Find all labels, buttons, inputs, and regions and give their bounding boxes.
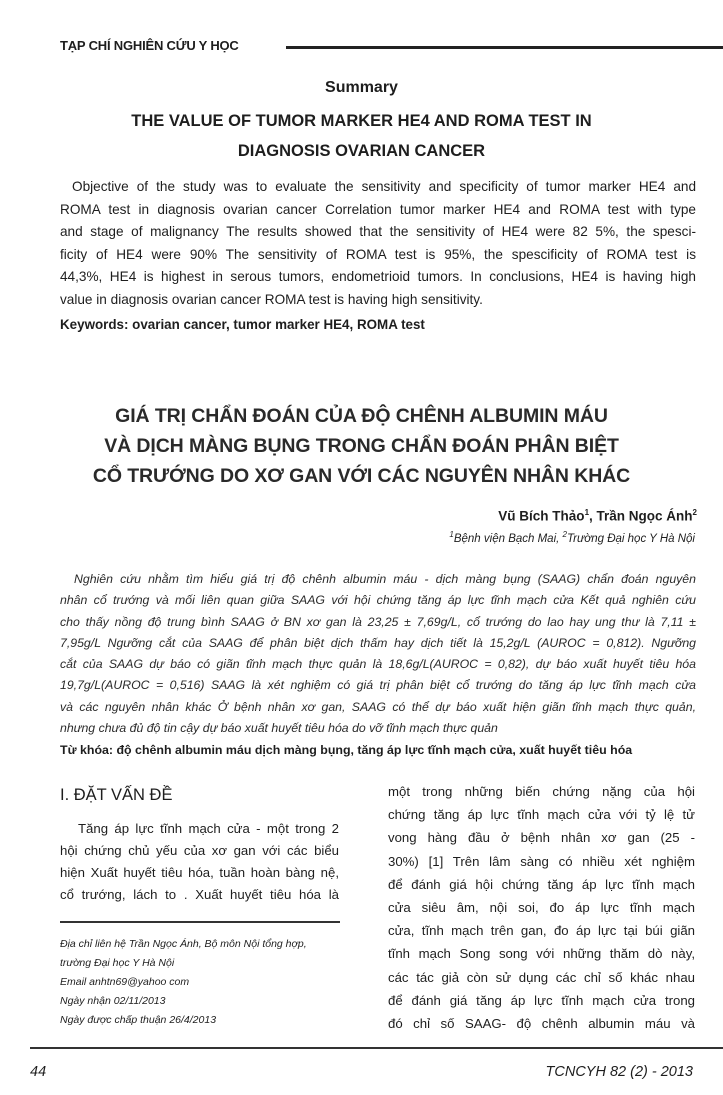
body-line: Tăng áp lực tĩnh mạch cửa - một trong 2 [78,821,339,836]
body-line: cổ trướng, lách to . Xuất huyết tiêu hóa là [60,887,339,902]
footnote-line: Ngày nhận 02/11/2013 [60,995,166,1007]
abstract-line: 44,3%, HE4 is highest in serous tumors, endometrioid tumors. In conclusions, HE4 is having high [60,269,696,285]
footnote-email: Email anhtn69@yahoo com [60,976,190,988]
footer-rule [30,1047,723,1049]
footnote-rule [60,921,340,923]
author-name: Vũ Bích Thảo [498,508,585,524]
abstract-line: và các nguyên nhân khác Ở bệnh nhân xơ gan, SAAG có thể dự báo xuất hiện giãn tĩnh mạch thực quản, [60,699,696,714]
abstract-line: nhưng chưa đủ độ tin cậy dự báo xuất huyết tiêu hóa do vỡ tĩnh mạch thực quản [60,721,498,736]
body-line: để đánh giá hội chứng tăng áp lực tĩnh mạch [388,876,695,892]
abstract-line: and stage of malignancy The results showed that the sensitivity of HE4 were 82 5%, the spesci- [60,224,696,240]
abstract-line: Nghiên cứu nhằm tìm hiểu giá trị độ chênh albumin máu - dịch màng bụng (SAAG) chẩn đoán nguyên [74,572,696,586]
article-title [0,401,723,491]
article-abstract [60,569,696,739]
affil-sup: 1 [449,530,454,539]
article-title-line: VÀ DỊCH MÀNG BỤNG TRONG CHẨN ĐOÁN PHÂN BIỆT [104,435,619,457]
header-rule [286,46,723,49]
affil-sup: 2 [562,530,567,539]
authors [498,508,697,524]
abstract-line: Objective of the study was to evaluate the sensitivity and specificity of tumor marker HE4 and [72,179,696,194]
footnote-line: Địa chỉ liên hệ Trần Ngọc Ánh, Bộ môn Nội tổng hợp, [60,938,307,950]
author-sup: 1 [584,508,590,517]
journal-header: TẠP CHÍ NGHIÊN CỨU Y HỌC [60,38,239,53]
article-title-line: GIÁ TRỊ CHẨN ĐOÁN CỦA ĐỘ CHÊNH ALBUMIN MÁU [115,405,608,427]
author-name: Trần Ngọc Ánh [596,508,693,524]
abstract-line: cắt của SAAG dự báo có giãn tĩnh mạch thực quản là 18,6g/L(AUROC = 0,82), dự báo xuất huyết tiêu hóa [60,657,696,672]
abstract-line: nhân cổ trướng và mối liên quan giữa SAAG với hội chứng tăng áp lực tĩnh mạch cửa Kết quả nghiên cứu [60,593,696,608]
summary-abstract [60,176,696,312]
abstract-line: ficity of HE4 were 90% The sensitivity of ROMA test is 95%, the spescificity of ROMA test is [60,246,696,262]
body-line: 30%) [1] Trên lâm sàng có nhiều xét nghiệm [388,853,695,869]
body-line: tĩnh mạch Song song với những thăm dò này, [388,946,695,962]
abstract-line: 19,7g/L(AUROC = 0,516) SAAG là xét nghiệm có giá trị phân biệt cổ trướng do tăng áp lực tĩnh mạch cửa [60,678,696,693]
summary-title-line: THE VALUE OF TUMOR MARKER HE4 AND ROMA TEST IN [131,112,592,130]
footnote-line: trường Đại học Y Hà Nội [60,957,175,969]
body-line: cửa, tĩnh mạch trên gan, đo áp lực tại búi giãn [388,923,695,939]
summary-title [0,106,723,166]
left-column-text [60,818,339,906]
author-separator: , [589,508,597,524]
summary-heading: Summary [325,79,398,96]
body-line: vong hàng đầu ở bệnh nhân xơ gan (25 - [388,830,695,846]
article-keywords: Từ khóa: độ chênh albumin máu dịch màng bụng, tăng áp lực tĩnh mạch cửa, xuất huyết tiêu hóa [60,743,633,757]
right-column-text [388,780,695,1035]
body-line: hội chứng chủ yếu của xơ gan với các biểu [60,843,339,858]
affiliation: Bệnh viện Bạch Mai, [453,532,563,545]
article-title-line: CỔ TRƯỚNG DO XƠ GAN VỚI CÁC NGUYÊN NHÂN KHÁC [92,465,631,487]
body-line: một trong những biến chứng nặng của hội [388,784,695,799]
abstract-line: value in diagnosis ovarian cancer ROMA test is having high sensitivity. [60,291,483,307]
footnote-line: Ngày được chấp thuận 26/4/2013 [60,1014,217,1026]
footnote [60,935,307,1030]
body-line: hiện Xuất huyết tiêu hóa, tuần hoàn bàng nệ, [60,865,339,880]
author-sup: 2 [692,508,697,517]
body-line: chứng tăng áp lực tĩnh mạch cửa với tỷ lệ tử [388,807,695,823]
body-line: để đánh giá tăng áp lực tĩnh mạch cửa trong [388,992,695,1008]
journal-issue: TCNCYH 82 (2) - 2013 [545,1064,693,1080]
affiliation: Trường Đại học Y Hà Nội [566,532,695,545]
abstract-line: ROMA test in diagnosis ovarian cancer Correlation tumor marker HE4 and ROMA test with type [60,201,696,217]
body-line: cửa siêu âm, nội soi, đo áp lực tĩnh mạch [388,900,695,916]
abstract-line: cho thấy nồng độ trung bình SAAG ở BN xơ gan là 23,25 ± 7,69g/L, cổ trướng do lao hay ung thư là 7,11 ± [60,614,696,629]
summary-keywords: Keywords: ovarian cancer, tumor marker HE4, ROMA test [60,317,425,332]
page-number: 44 [30,1064,47,1080]
affiliations [449,530,695,545]
body-line: đó chỉ số SAAG- độ chênh albumin máu và [388,1016,695,1032]
summary-title-line: DIAGNOSIS OVARIAN CANCER [237,142,486,160]
body-line: các tác giả còn sử dụng các chỉ số khác nhau [388,969,695,985]
section-heading: I. ĐẶT VẤN ĐỀ [60,786,173,804]
abstract-line: 7,95g/L Ngưỡng cắt của SAAG để phân biệt dịch thấm hay dịch tiết là 15,2g/L (AUROC = 0,812). Ngưỡng [60,635,696,650]
